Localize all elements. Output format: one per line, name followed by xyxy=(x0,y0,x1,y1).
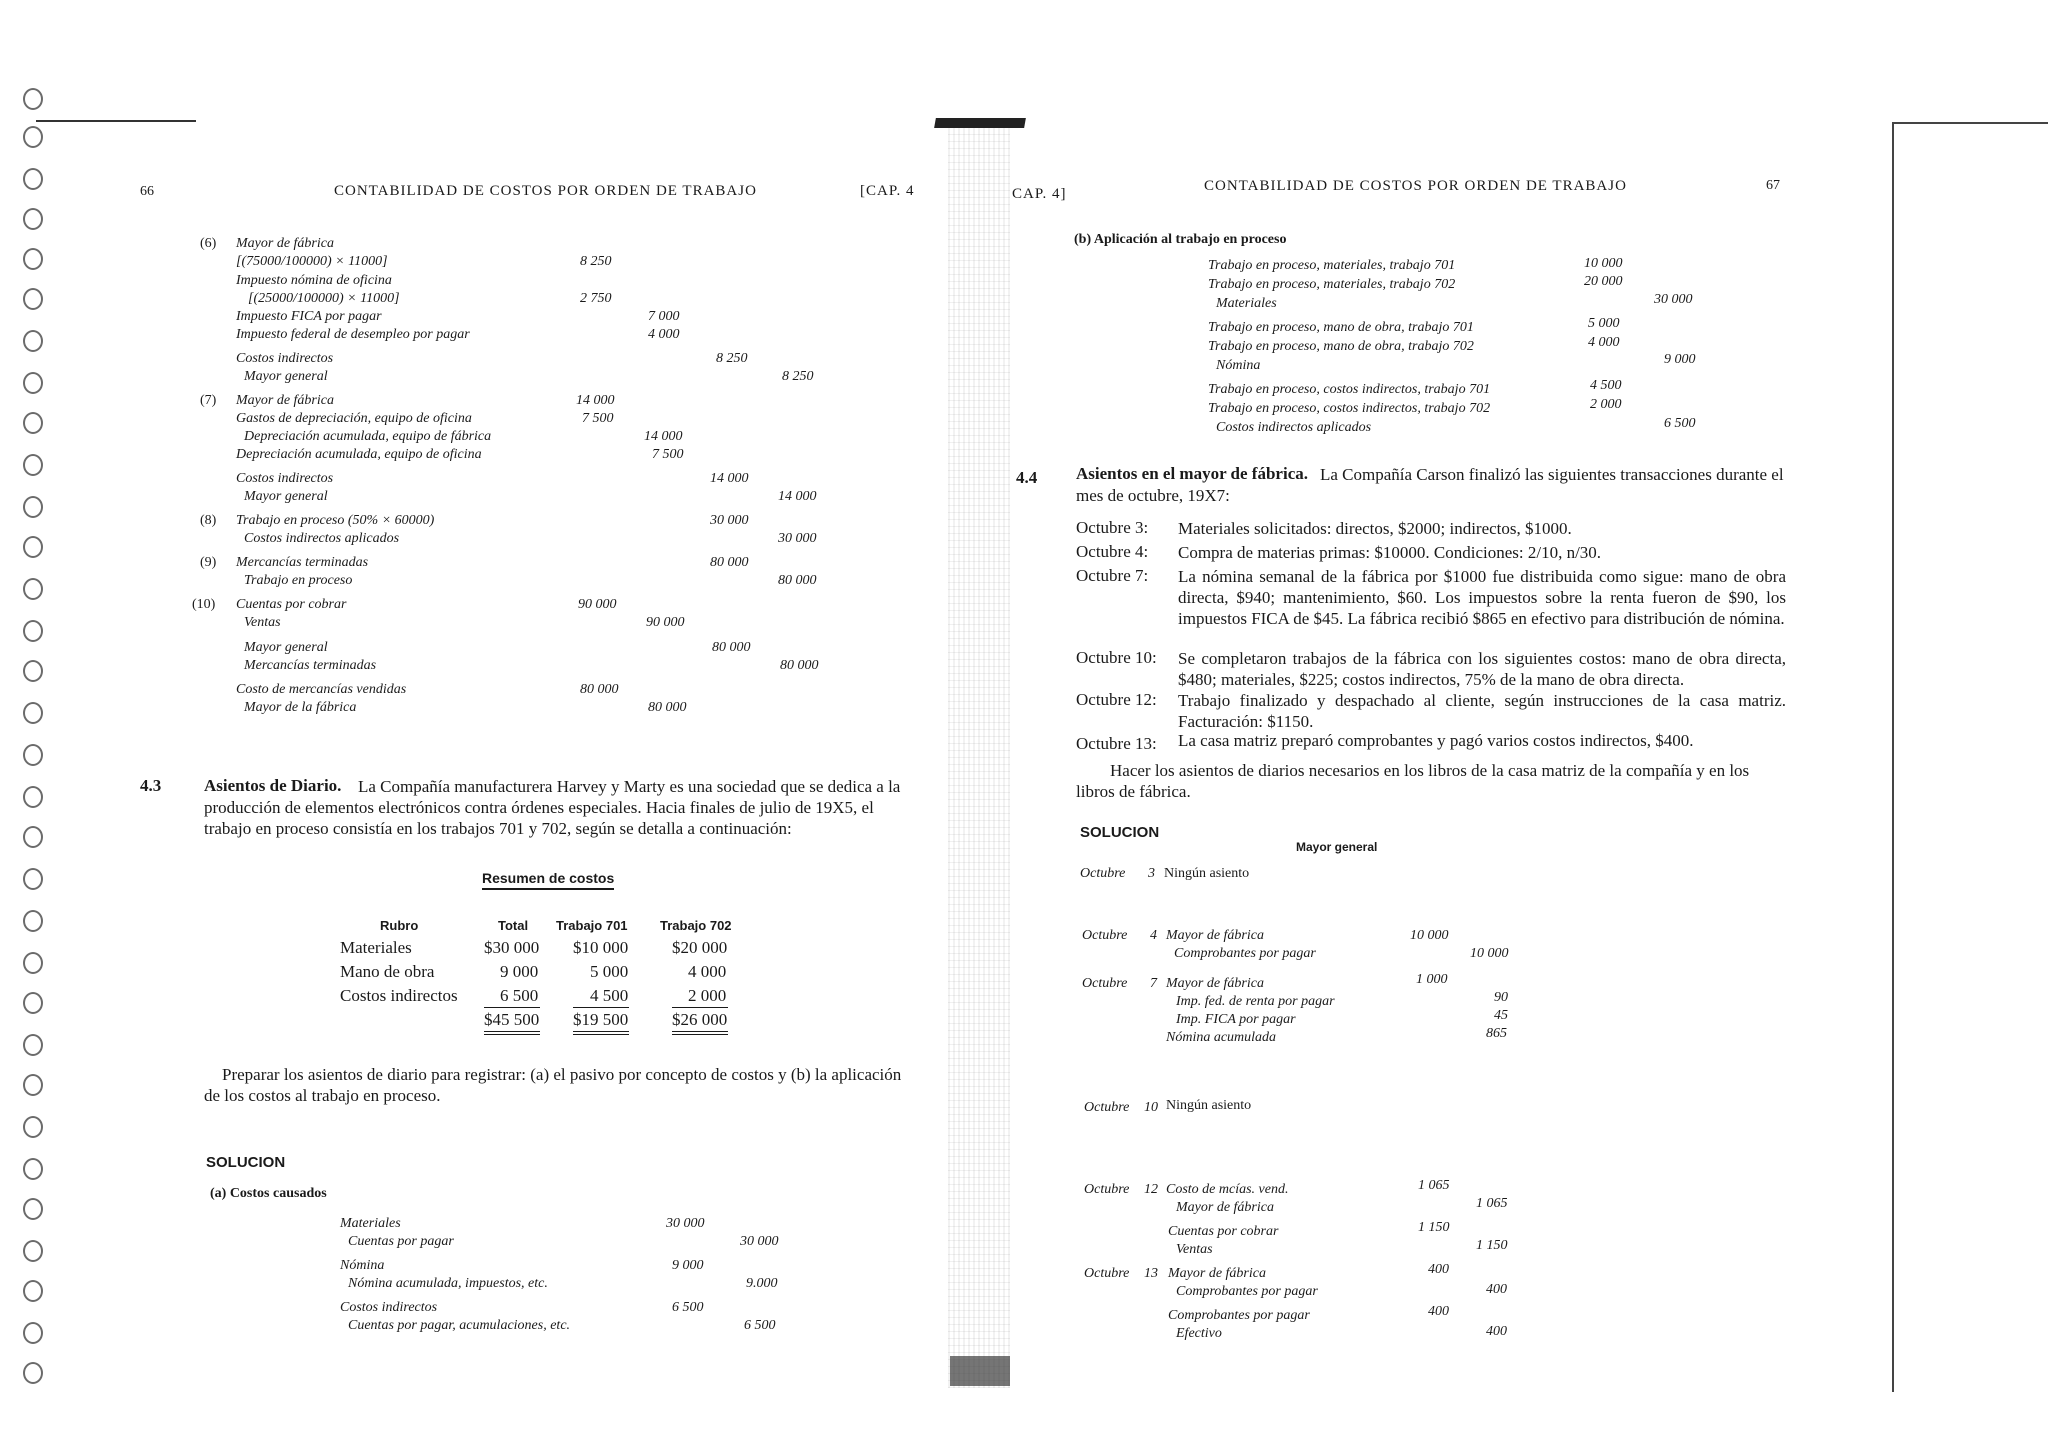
col-header: Rubro xyxy=(380,918,419,933)
binder-ring xyxy=(23,1116,43,1138)
entry-line: Costos indirectos aplicados xyxy=(1216,420,1372,435)
table-cell: Mano de obra xyxy=(340,962,435,981)
entry-amount: 80 000 xyxy=(648,700,687,715)
sum-rule xyxy=(573,1007,629,1008)
entry-amount: 8 250 xyxy=(782,369,814,384)
entry-amount: 5 000 xyxy=(1588,316,1620,331)
entry-line: Cuentas por pagar, acumulaciones, etc. xyxy=(348,1318,571,1333)
entry-line: Mayor de fábrica xyxy=(236,393,334,408)
problem-number: 4.4 xyxy=(1016,468,1038,487)
entry-line: Gastos de depreciación, equipo de oficina xyxy=(236,411,472,426)
table-cell: 4 500 xyxy=(590,986,629,1005)
ledger-line: Ningún asiento xyxy=(1166,1098,1252,1113)
right-edge-line xyxy=(1892,122,2048,124)
problem-prompt: Hacer los asientos de diarios necesarios en los libros de la casa matriz de la compañía y en los libros de fábrica. xyxy=(1076,761,1750,801)
binder-ring xyxy=(23,992,43,1014)
ledger-amount: 1 000 xyxy=(1416,972,1448,987)
binder-ring xyxy=(23,1280,43,1302)
transaction-date: Octubre 7: xyxy=(1076,566,1149,585)
entry-amount: 14 000 xyxy=(710,471,749,486)
table-cell: $10 000 xyxy=(573,938,629,957)
entry-amount: 8 250 xyxy=(580,254,612,269)
ledger-date: Octubre xyxy=(1082,928,1128,943)
binder-ring xyxy=(23,578,43,600)
binder-ring xyxy=(23,536,43,558)
entry-line: Trabajo en proceso, mano de obra, trabajo 701 xyxy=(1208,320,1474,335)
entry-amount: 80 000 xyxy=(580,682,619,697)
table-cell: 4 000 xyxy=(688,962,727,981)
entry-line: [(25000/100000) × 11000] xyxy=(248,291,400,306)
problem-intro: La Compañía Carson finalizó las siguientes transacciones durante el mes de octubre, 19X7: xyxy=(1076,465,1784,505)
entry-line: Mayor de la fábrica xyxy=(244,700,357,715)
binder-ring xyxy=(23,868,43,890)
entry-amount: 6 500 xyxy=(744,1318,776,1333)
entry-amount: 7 500 xyxy=(582,411,614,426)
chapter-label: CAP. 4] xyxy=(1012,186,1067,202)
entry-line: Costo de mercancías vendidas xyxy=(236,682,407,697)
entry-line: Costos indirectos xyxy=(236,471,334,486)
ledger-date: Octubre xyxy=(1084,1266,1130,1281)
entry-amount: 4 000 xyxy=(648,327,680,342)
part-b-title: (b) Aplicación al trabajo en proceso xyxy=(1074,232,1287,247)
binder-ring xyxy=(23,1198,43,1220)
ledger-day: 12 xyxy=(1144,1182,1158,1197)
ledger-line: Mayor de fábrica xyxy=(1176,1200,1274,1215)
binder-ring xyxy=(23,910,43,932)
ledger-day: 4 xyxy=(1150,928,1157,943)
ledger-amount: 400 xyxy=(1486,1282,1507,1297)
binder-ring xyxy=(23,620,43,642)
entry-line: Depreciación acumulada, equipo de oficina xyxy=(236,447,482,462)
ledger-line: Ningún asiento xyxy=(1164,866,1250,881)
entry-line: Materiales xyxy=(1216,296,1277,311)
right-edge-border xyxy=(1892,122,1894,1392)
entry-line: Depreciación acumulada, equipo de fábrica xyxy=(244,429,492,444)
total-double-rule xyxy=(672,1034,728,1035)
entry-amount: 30 000 xyxy=(666,1216,705,1231)
entry-line: Mayor general xyxy=(244,640,328,655)
entry-number: (8) xyxy=(200,513,217,528)
entry-amount: 7 000 xyxy=(648,309,680,324)
entry-number: (9) xyxy=(200,555,217,570)
part-a-title: (a) Costos causados xyxy=(210,1186,327,1201)
ledger-day: 7 xyxy=(1150,976,1157,991)
running-title: CONTABILIDAD DE COSTOS POR ORDEN DE TRABAJO xyxy=(334,183,757,199)
binder-ring xyxy=(23,88,43,110)
binder-ring xyxy=(23,126,43,148)
entry-line: Cuentas por pagar xyxy=(348,1234,454,1249)
transaction-date: Octubre 12: xyxy=(1076,690,1157,709)
table-cell: 5 000 xyxy=(590,962,629,981)
table-cell: Costos indirectos xyxy=(340,986,458,1005)
problem-text: La Compañía manufacturera Harvey y Marty es una sociedad que se dedica a la producción de elementos electrónicos contra órdenes especiales. Hacia finales de julio de 19X5, el trabajo en proceso consistía en los trabajos 701 y 702, según se detalla a continuación: xyxy=(204,777,901,838)
entry-amount: 2 750 xyxy=(580,291,612,306)
entry-amount: 30 000 xyxy=(710,513,749,528)
entry-line: Impuesto nómina de oficina xyxy=(236,273,392,288)
entry-amount: 6 500 xyxy=(1664,416,1696,431)
transaction-date: Octubre 10: xyxy=(1076,648,1157,667)
entry-amount: 80 000 xyxy=(712,640,751,655)
entry-amount: 14 000 xyxy=(576,393,615,408)
binder-ring xyxy=(23,1240,43,1262)
ledger-line: Mayor de fábrica xyxy=(1168,1266,1266,1281)
entry-amount: 6 500 xyxy=(672,1300,704,1315)
binder-ring xyxy=(23,330,43,352)
binder-ring xyxy=(23,454,43,476)
entry-amount: 30 000 xyxy=(1654,292,1693,307)
entry-amount: 2 000 xyxy=(1590,397,1622,412)
ledger-line: Efectivo xyxy=(1176,1326,1222,1341)
col-header: Total xyxy=(498,918,529,933)
entry-line: Costos indirectos xyxy=(340,1300,438,1315)
ledger-amount: 90 xyxy=(1494,990,1508,1005)
entry-amount: 9 000 xyxy=(1664,352,1696,367)
entry-line: Ventas xyxy=(244,615,281,630)
ledger-line: Comprobantes por pagar xyxy=(1168,1308,1310,1323)
col-header: Trabajo 701 xyxy=(556,918,628,933)
ledger-line: Imp. fed. de renta por pagar xyxy=(1176,994,1335,1009)
binder-ring xyxy=(23,248,43,270)
problem-heading: Asientos de Diario. xyxy=(204,776,342,795)
entry-line: Nómina acumulada, impuestos, etc. xyxy=(348,1276,548,1291)
ledger-amount: 400 xyxy=(1428,1304,1449,1319)
entry-amount: 10 000 xyxy=(1584,256,1623,271)
entry-line: Trabajo en proceso, mano de obra, trabajo 702 xyxy=(1208,339,1474,354)
sum-rule xyxy=(484,1007,540,1008)
binder-ring xyxy=(23,786,43,808)
entry-line: Mayor de fábrica xyxy=(236,236,334,251)
entry-line: Impuesto federal de desempleo por pagar xyxy=(236,327,470,342)
ledger-amount: 400 xyxy=(1486,1324,1507,1339)
page-number: 66 xyxy=(140,184,154,199)
ledger-day: 3 xyxy=(1148,866,1155,881)
entry-line: Trabajo en proceso, materiales, trabajo 701 xyxy=(1208,258,1456,273)
ledger-date: Octubre xyxy=(1082,976,1128,991)
ledger-line: Comprobantes por pagar xyxy=(1174,946,1316,961)
entry-line: Cuentas por cobrar xyxy=(236,597,347,612)
entry-number: (7) xyxy=(200,393,217,408)
entry-line: Impuesto FICA por pagar xyxy=(236,309,382,324)
total-double-rule xyxy=(672,1031,728,1032)
problem-heading: Asientos en el mayor de fábrica. xyxy=(1076,464,1308,483)
total-double-rule xyxy=(573,1031,629,1032)
entry-amount: 20 000 xyxy=(1584,274,1623,289)
ledger-line: Cuentas por cobrar xyxy=(1168,1224,1279,1239)
binder-ring xyxy=(23,826,43,848)
transaction-date: Octubre 4: xyxy=(1076,542,1149,561)
binder-ring xyxy=(23,1362,43,1384)
ledger-day: 13 xyxy=(1144,1266,1158,1281)
binder-ring xyxy=(23,1322,43,1344)
ledger-amount: 45 xyxy=(1494,1008,1508,1023)
transaction-date: Octubre 3: xyxy=(1076,518,1149,537)
binder-ring xyxy=(23,660,43,682)
entry-number: (10) xyxy=(192,597,216,612)
ledger-amount: 865 xyxy=(1486,1026,1507,1041)
binder-ring xyxy=(23,496,43,518)
ledger-title: Mayor general xyxy=(1296,840,1378,854)
ledger-amount: 400 xyxy=(1428,1262,1449,1277)
problem-number: 4.3 xyxy=(140,776,162,795)
table-total: $26 000 xyxy=(672,1010,728,1029)
ledger-date: Octubre xyxy=(1084,1100,1130,1115)
total-double-rule xyxy=(484,1031,540,1032)
entry-line: Mayor general xyxy=(244,489,328,504)
entry-amount: 14 000 xyxy=(644,429,683,444)
ledger-line: Mayor de fábrica xyxy=(1166,928,1264,943)
gutter-shadow-bottom xyxy=(950,1356,1010,1386)
transaction-text: Trabajo finalizado y despachado al cliente, según instrucciones de la casa matriz. Facturación: $1150. xyxy=(1178,691,1786,731)
transaction-text: La nómina semanal de la fábrica por $1000 fue distribuida como sigue: mano de obra directa, $940; mantenimiento, $60. Los impuestos sobre la renta fueron de $90, los impuestos FICA de $45. La fábrica recibió $865 en efectivo para distribución de nómina. xyxy=(1178,567,1786,628)
ledger-date: Octubre xyxy=(1080,866,1126,881)
problem-prompt: Preparar los asientos de diario para registrar: (a) el pasivo por concepto de costos y (b) la aplicación de los costos al trabajo en proceso. xyxy=(204,1065,902,1105)
cost-summary-title: Resumen de costos xyxy=(482,870,614,890)
entry-line: Trabajo en proceso, costos indirectos, trabajo 702 xyxy=(1208,401,1491,416)
table-total: $19 500 xyxy=(573,1010,629,1029)
entry-amount: 8 250 xyxy=(716,351,748,366)
binder-ring xyxy=(23,372,43,394)
entry-amount: 80 000 xyxy=(780,658,819,673)
entry-line: Materiales xyxy=(340,1216,401,1231)
entry-line: Trabajo en proceso (50% × 60000) xyxy=(236,513,435,528)
col-header: Trabajo 702 xyxy=(660,918,732,933)
binder-ring xyxy=(23,1074,43,1096)
table-cell: 2 000 xyxy=(688,986,727,1005)
ledger-line: Ventas xyxy=(1176,1242,1213,1257)
entry-amount: 80 000 xyxy=(710,555,749,570)
ledger-date: Octubre xyxy=(1084,1182,1130,1197)
running-title: CONTABILIDAD DE COSTOS POR ORDEN DE TRABAJO xyxy=(1204,178,1627,194)
transaction-text: Materiales solicitados: directos, $2000; indirectos, $1000. xyxy=(1178,519,1572,538)
table-cell: 6 500 xyxy=(500,986,539,1005)
transaction-text: La casa matriz preparó comprobantes y pagó varios costos indirectos, $400. xyxy=(1178,731,1694,750)
binder-ring xyxy=(23,1034,43,1056)
entry-amount: 4 500 xyxy=(1590,378,1622,393)
entry-amount: 9 000 xyxy=(672,1258,704,1273)
entry-amount: 4 000 xyxy=(1588,335,1620,350)
solution-heading: SOLUCION xyxy=(206,1154,286,1171)
chapter-label: [CAP. 4 xyxy=(860,183,915,199)
entry-amount: 80 000 xyxy=(778,573,817,588)
entry-line: Nómina xyxy=(340,1258,385,1273)
table-total: $45 500 xyxy=(484,1010,540,1029)
ledger-day: 10 xyxy=(1144,1100,1158,1115)
entry-line: Trabajo en proceso, materiales, trabajo 702 xyxy=(1208,277,1456,292)
page-number: 67 xyxy=(1766,178,1780,193)
transaction-text: Compra de materias primas: $10000. Condiciones: 2/10, n/30. xyxy=(1178,543,1602,562)
binder-ring xyxy=(23,744,43,766)
entry-line: Trabajo en proceso xyxy=(244,573,353,588)
binder-ring xyxy=(23,412,43,434)
book-gutter xyxy=(948,118,1010,1388)
ledger-amount: 1 150 xyxy=(1418,1220,1450,1235)
entry-line: Mayor general xyxy=(244,369,328,384)
entry-line: Costos indirectos aplicados xyxy=(244,531,400,546)
total-double-rule xyxy=(573,1034,629,1035)
entry-amount: 30 000 xyxy=(740,1234,779,1249)
entry-amount: 30 000 xyxy=(778,531,817,546)
entry-line: [(75000/100000) × 11000] xyxy=(236,254,388,269)
entry-line: Costos indirectos xyxy=(236,351,334,366)
solution-heading: SOLUCION xyxy=(1080,824,1160,841)
table-cell: Materiales xyxy=(340,938,412,957)
entry-line: Mercancías terminadas xyxy=(244,658,377,673)
binder-ring xyxy=(23,288,43,310)
entry-amount: 90 000 xyxy=(578,597,617,612)
entry-amount: 7 500 xyxy=(652,447,684,462)
edge-line xyxy=(36,120,196,122)
table-cell: 9 000 xyxy=(500,962,539,981)
table-cell: $20 000 xyxy=(672,938,728,957)
table-cell: $30 000 xyxy=(484,938,540,957)
binder-ring xyxy=(23,702,43,724)
entry-line: Trabajo en proceso, costos indirectos, trabajo 701 xyxy=(1208,382,1491,397)
entry-number: (6) xyxy=(200,236,217,251)
entry-line: Nómina xyxy=(1216,358,1261,373)
ledger-line: Mayor de fábrica xyxy=(1166,976,1264,991)
ledger-line: Imp. FICA por pagar xyxy=(1176,1012,1296,1027)
gutter-shadow xyxy=(934,118,1026,128)
total-double-rule xyxy=(484,1034,540,1035)
ledger-amount: 1 150 xyxy=(1476,1238,1508,1253)
binder-ring xyxy=(23,168,43,190)
entry-line: Mercancías terminadas xyxy=(236,555,369,570)
ledger-line: Nómina acumulada xyxy=(1166,1030,1277,1045)
ledger-line: Costo de mcías. vend. xyxy=(1166,1182,1289,1197)
ledger-line: Comprobantes por pagar xyxy=(1176,1284,1318,1299)
binder-ring xyxy=(23,952,43,974)
transaction-text: Se completaron trabajos de la fábrica con los siguientes costos: mano de obra directa, $480; materiales, $225; costos indirectos, 75% de la mano de obra directa. xyxy=(1178,649,1786,689)
entry-amount: 14 000 xyxy=(778,489,817,504)
binder-ring xyxy=(23,1158,43,1180)
entry-amount: 90 000 xyxy=(646,615,685,630)
binder-ring xyxy=(23,208,43,230)
sum-rule xyxy=(672,1007,728,1008)
entry-amount: 9.000 xyxy=(746,1276,778,1291)
transaction-date: Octubre 13: xyxy=(1076,734,1157,753)
ledger-amount: 1 065 xyxy=(1418,1178,1450,1193)
ledger-amount: 10 000 xyxy=(1470,946,1509,961)
ledger-amount: 10 000 xyxy=(1410,928,1449,943)
ledger-amount: 1 065 xyxy=(1476,1196,1508,1211)
